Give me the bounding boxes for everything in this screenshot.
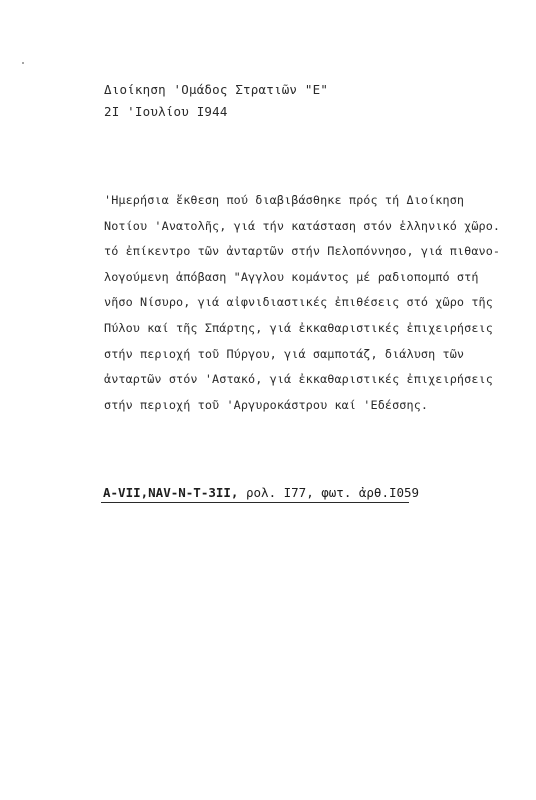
report-line: λογούμενη ἀπόβαση "Αγγλου κομάντος μέ ραδιοπομπό στή (104, 269, 479, 284)
paper-speck (22, 62, 24, 64)
report-line: στήν περιοχή τοῦ 'Αργυροκάστρου καί 'Εδέσσης. (104, 397, 429, 412)
report-line: στήν περιοχή τοῦ Πύργου, γιά σαμποτάζ, διάλυση τῶν (104, 346, 465, 361)
archive-reference (103, 484, 419, 502)
report-line: Πύλου καί τῆς Σπάρτης, γιά ἐκκαθαριστικές ἐπιχειρήσεις (104, 320, 493, 335)
archive-reference-details: ρολ. I77, φωτ. ἀρθ.I059 (238, 485, 420, 500)
document-header (104, 79, 328, 123)
header-date: 2I 'Ιουλίου I944 (104, 104, 228, 119)
report-line: ἀνταρτῶν στόν 'Αστακό, γιά ἐκκαθαριστικές ἐπιχειρήσεις (104, 372, 493, 387)
report-line: τό ἐπίκεντρο τῶν ἀνταρτῶν στήν Πελοπόννησο, γιά πιθανο- (104, 244, 501, 259)
report-line: Νοτίου 'Ανατολῆς, γιά τήν κατάσταση στόν ἑλληνικό χῶρο. (104, 218, 501, 233)
report-paragraph (104, 188, 524, 418)
archive-reference-code: A-VII,NAV-N-T-3II, (103, 485, 239, 500)
report-line: νῆσο Νίσυρο, γιά αἰφνιδιαστικές ἐπιθέσεις στό χῶρο τῆς (104, 295, 493, 310)
header-command: Διοίκηση 'Ομάδος Στρατιῶν "Ε" (104, 82, 329, 97)
reference-underline (101, 502, 409, 503)
report-line: 'Ημερήσια ἔκθεση πού διαβιβάσθηκε πρός τή Διοίκηση (104, 193, 465, 207)
